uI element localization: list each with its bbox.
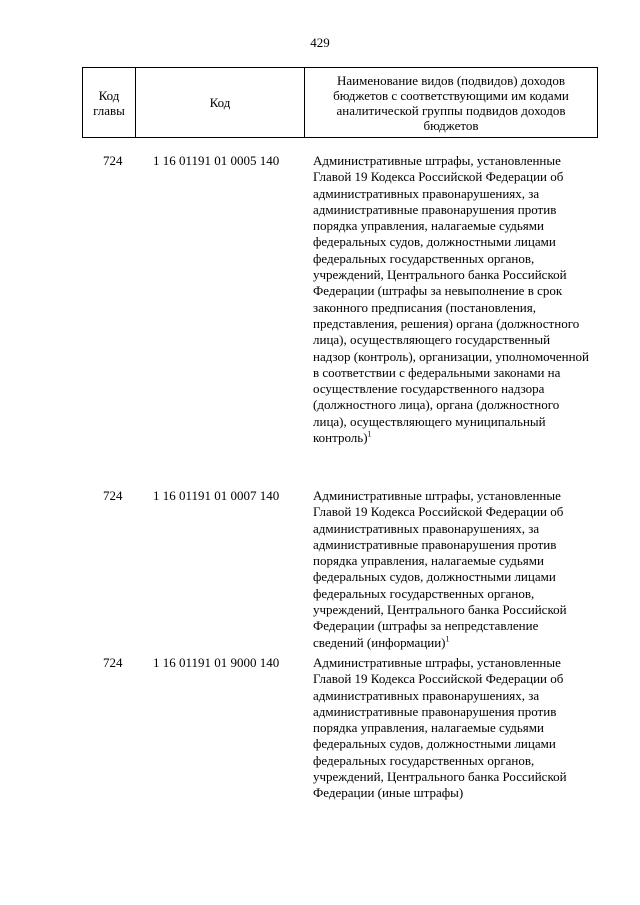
page-number: 429 — [310, 35, 330, 50]
chapter-code: 724 — [103, 153, 123, 168]
table-header-row — [83, 68, 598, 138]
description-text: Административные штрафы, установленные Главой 19 Кодекса Российской Федерации об административных правонарушениях, за административные правонарушения против порядка управления, налагаемые судьями федеральных судов, должностными лицами федеральных государственных органов, учреждений, Центрального банка Российской Федерации (иные штрафы) — [313, 655, 567, 801]
footnote-marker: 1 — [367, 429, 372, 439]
chapter-code: 724 — [103, 655, 123, 670]
chapter-code: 724 — [103, 488, 123, 503]
footnote-marker: 1 — [445, 634, 450, 644]
budget-code: 1 16 01191 01 0005 140 — [153, 153, 280, 168]
description-text: Административные штрафы, установленные Главой 19 Кодекса Российской Федерации об административных правонарушениях, за административные правонарушения против порядка управления, налагаемые судьями федеральных судов, должностными лицами федеральных государственных органов, учреждений, Центрального банка Российской Федерации (штрафы за непредставление сведений (информации) — [313, 488, 567, 650]
header-name: Наименование видов (подвидов) доходов бюджетов с соответствующими им кодами аналитической группы подвидов доходов бюджетов — [305, 68, 598, 138]
header-code: Код — [136, 68, 305, 138]
description-text: Административные штрафы, установленные Главой 19 Кодекса Российской Федерации об административных правонарушениях, за административные правонарушения против порядка управления, налагаемые судьями федеральных судов, должностными лицами федеральных государственных органов, учреждений, Центрального банка Российской Федерации (штрафы за невыполнение в срок законного предписания (постановления, представления, решения) органа (должностного лица), осуществляющего государственный надзор (контроль), организации, уполномоченной в соответствии с федеральными законами на осуществление государственного надзора (должностного лица), органа (должностного лица), осуществляющего муниципальный контроль) — [313, 153, 590, 446]
budget-code: 1 16 01191 01 9000 140 — [153, 655, 280, 670]
budget-code: 1 16 01191 01 0007 140 — [153, 488, 280, 503]
income-description — [313, 153, 589, 446]
income-description — [313, 488, 589, 651]
table-header — [82, 67, 598, 138]
header-chapter-code: Код главы — [83, 68, 136, 138]
income-description — [313, 655, 589, 802]
